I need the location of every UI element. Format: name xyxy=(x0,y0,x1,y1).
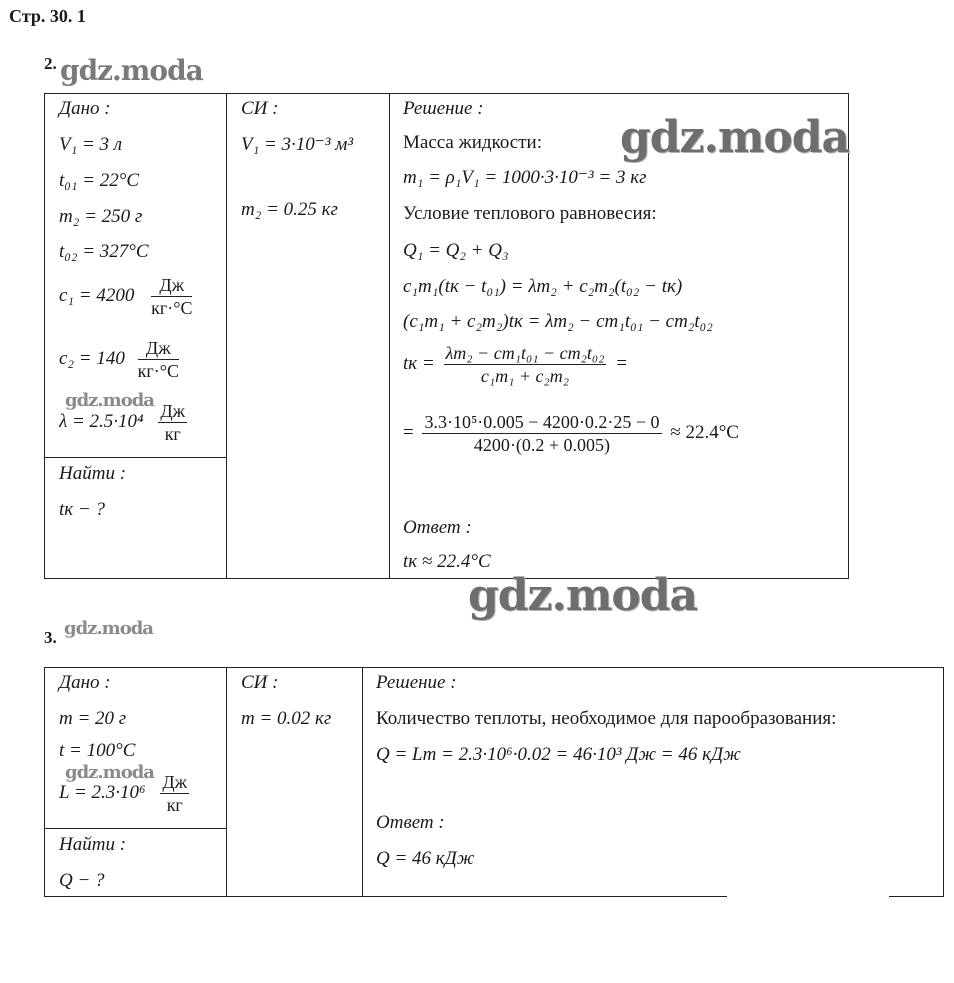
lambda-value: λ = 2.5·10⁴ xyxy=(59,410,144,432)
given-c2 xyxy=(59,339,179,380)
answer-value: Q = 46 кДж xyxy=(376,848,475,869)
find-header: Найти : xyxy=(59,834,127,855)
given-header: Дано : xyxy=(59,672,111,693)
unit-denominator: кг·°C xyxy=(151,298,193,318)
watermark: gdz.moda xyxy=(64,618,153,639)
find-value: Q − ? xyxy=(59,870,105,891)
fraction-numerator: λm₂ − cm₁t₀₁ − cm₂t₀₂ xyxy=(445,343,605,363)
watermark: gdz.moda xyxy=(65,390,154,411)
column-divider xyxy=(226,668,227,896)
solution-line: Масса жидкости: xyxy=(403,132,542,153)
problem-2-table xyxy=(44,93,849,579)
problem-3-table xyxy=(44,667,944,896)
fraction-right: ≈ 22.4°C xyxy=(670,421,739,443)
given-line: t₀₁ = 22°C xyxy=(59,170,140,191)
solution-fraction-2 xyxy=(403,413,739,454)
row-divider xyxy=(45,828,226,829)
find-header: Найти : xyxy=(59,463,127,484)
fraction-left: = xyxy=(403,421,414,443)
given-line: V₁ = 3 л xyxy=(59,134,123,155)
problem-2-number: 2. xyxy=(44,54,57,73)
fraction-right: = xyxy=(615,352,628,374)
si-line: V₁ = 3·10⁻³ м³ xyxy=(241,134,354,155)
watermark: gdz.moda xyxy=(620,112,850,163)
given-line: m₂ = 250 г xyxy=(59,206,143,227)
si-line: m₂ = 0.25 кг xyxy=(241,199,338,220)
fraction xyxy=(444,344,607,385)
si-header: СИ : xyxy=(241,98,279,119)
fraction-denominator: 4200·(0.2 + 0.005) xyxy=(473,435,611,455)
column-divider xyxy=(226,94,227,578)
given-line: t₀₂ = 327°C xyxy=(59,241,149,262)
solution-line: Количество теплоты, необходимое для парообразования: xyxy=(376,708,837,729)
unit-denominator: кг xyxy=(164,424,181,444)
solution-header: Решение : xyxy=(376,672,457,693)
si-line: m = 0.02 кг xyxy=(241,708,332,729)
solution-line: (c₁m₁ + c₂m₂)tк = λm₂ − cm₁t₀₁ − cm₂t₀₂ xyxy=(403,311,713,332)
page-header: Стр. 30. 1 xyxy=(9,6,86,26)
solution-fraction-1 xyxy=(403,344,628,385)
given-line: m = 20 г xyxy=(59,708,127,729)
c2-unit xyxy=(138,339,179,380)
unit-numerator: Дж xyxy=(138,339,179,360)
column-divider xyxy=(362,668,363,896)
unit-denominator: кг xyxy=(166,795,183,815)
fraction xyxy=(422,413,661,454)
fraction-left: tк = xyxy=(403,352,435,374)
unit-numerator: Дж xyxy=(151,276,192,297)
answer-value: tк ≈ 22.4°C xyxy=(403,551,491,572)
fraction-numerator: 3.3·10⁵·0.005 − 4200·0.2·25 − 0 xyxy=(424,412,660,432)
si-header: СИ : xyxy=(241,672,279,693)
problem-3-number: 3. xyxy=(44,628,57,647)
given-lambda xyxy=(59,402,187,443)
unit-numerator: Дж xyxy=(160,401,186,421)
find-value: tк − ? xyxy=(59,499,105,520)
given-L xyxy=(59,773,189,814)
lambda-unit xyxy=(158,402,187,443)
row-divider xyxy=(45,457,226,458)
unit-numerator: Дж xyxy=(162,772,188,792)
given-header: Дано : xyxy=(59,98,111,119)
L-unit xyxy=(160,773,189,814)
c2-value: c₂ = 140 xyxy=(59,347,125,369)
watermark: gdz.moda xyxy=(65,762,154,783)
bottom-border xyxy=(889,896,944,897)
solution-header: Решение : xyxy=(403,98,484,119)
column-divider xyxy=(389,94,390,578)
watermark: gdz.moda xyxy=(60,54,203,87)
watermark: gdz.moda xyxy=(468,570,698,621)
fraction-denominator: c₁m₁ + c₂m₂ xyxy=(480,366,570,386)
L-value: L = 2.3·10⁶ xyxy=(59,781,146,803)
unit-denominator: кг·°C xyxy=(137,361,179,381)
solution-line: Q₁ = Q₂ + Q₃ xyxy=(403,240,509,261)
answer-header: Ответ : xyxy=(376,812,445,833)
given-line: t = 100°C xyxy=(59,740,136,761)
solution-line: m₁ = ρ₁V₁ = 1000·3·10⁻³ = 3 кг xyxy=(403,167,647,188)
c1-value: c₁ = 4200 xyxy=(59,284,135,306)
solution-line: Q = Lm = 2.3·10⁶·0.02 = 46·10³ Дж = 46 кДж xyxy=(376,744,741,765)
solution-line: c₁m₁(tк − t₀₁) = λm₂ + c₂m₂(t₀₂ − tк) xyxy=(403,276,683,297)
c1-unit xyxy=(151,276,192,317)
solution-line: Условие теплового равновесия: xyxy=(403,203,657,224)
bottom-border xyxy=(44,896,727,897)
given-c1 xyxy=(59,276,192,317)
answer-header: Ответ : xyxy=(403,517,472,538)
